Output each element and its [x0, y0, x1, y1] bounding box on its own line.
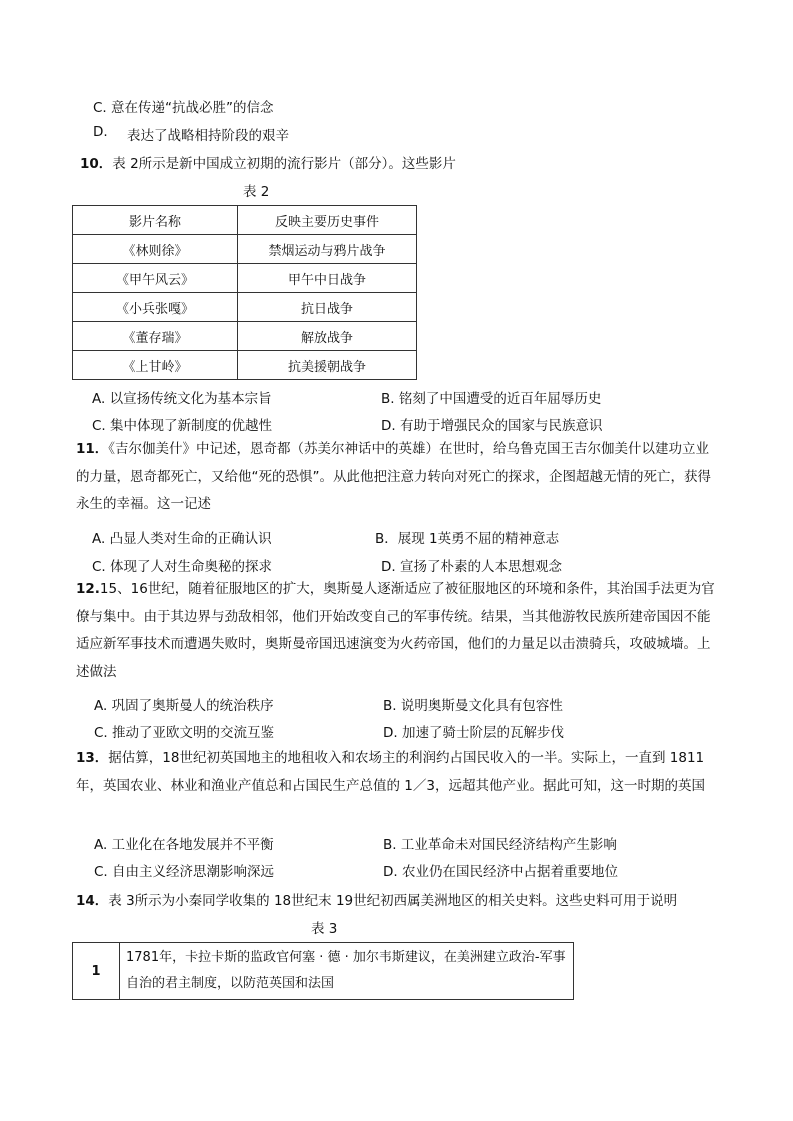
film-table — [72, 205, 417, 380]
table-header-cell: 反映主要历史事件 — [238, 206, 417, 235]
table-cell: 甲午中日战争 — [238, 264, 417, 293]
table-cell: 《小兵张嘎》 — [73, 293, 238, 322]
table-row — [73, 322, 417, 351]
table-row — [73, 351, 417, 380]
option-c: C. 体现了人对生命奥秘的探求 — [92, 559, 273, 575]
option-c-prev: C. 意在传递“抗战必胜”的信念 — [93, 100, 274, 116]
question-11 — [76, 436, 718, 519]
table-cell-index: 1 — [73, 943, 120, 1000]
option-a: A. 以宣扬传统文化为基本宗旨 — [92, 391, 272, 407]
question-stem: 据估算，18世纪初英国地主的地租收入和农场主的利润约占国民收入的一半。实际上，一直到 1811年，英国农业、林业和渔业产值总和占国民生产总值的 1／3，远超其他产业。据此可知，这一时期的英国 — [76, 750, 705, 794]
table-cell: 《上甘岭》 — [73, 351, 238, 380]
question-10 — [80, 152, 456, 172]
table-cell: 《林则徐》 — [73, 235, 238, 264]
option-c: C. 自由主义经济思潮影响深远 — [94, 864, 275, 880]
table-cell: 抗日战争 — [238, 293, 417, 322]
table-header-row — [73, 206, 417, 235]
table-cell: 《甲午风云》 — [73, 264, 238, 293]
question-stem: 表 3所示为小秦同学收集的 18世纪末 19世纪初西属美洲地区的相关史料。这些史料可用于说明 — [108, 893, 678, 909]
option-c: C. 集中体现了新制度的优越性 — [92, 418, 273, 434]
question-number: 13． — [76, 750, 109, 766]
table-cell: 禁烟运动与鸦片战争 — [238, 235, 417, 264]
question-stem: 15、16世纪，随着征服地区的扩大，奥斯曼人逐渐适应了被征服地区的环境和条件，其治国手法更为官僚与集中。由于其边界与劲敌相邻，他们开始改变自己的军事传统。结果，当其他游牧民族所建帝国因不能适应新军事技术而遭遇失败时，奥斯曼帝国迅速演变为火药帝国，他们的力量足以击溃骑兵，攻破城墙。上述做法 — [76, 581, 715, 680]
option-b: B. 说明奥斯曼文化具有包容性 — [383, 698, 563, 714]
option-d: D. 有助于增强民众的国家与民族意识 — [381, 418, 603, 434]
question-stem: 《吉尔伽美什》中记述，恩奇都（苏美尔神话中的英雄）在世时，给乌鲁克国王吉尔伽美什以建功立业的力量，恩奇都死亡，又给他“死的恐惧”。从此他把注意力转向对死亡的探求，企图超越无情的死亡，获得永生的幸福。这一记述 — [76, 441, 711, 512]
option-d: D. 宣扬了朴素的人本思想观念 — [381, 559, 562, 575]
option-b: B. 铭刻了中国遭受的近百年屈辱历史 — [381, 391, 602, 407]
question-13 — [76, 745, 718, 800]
question-number: 11． — [76, 441, 109, 457]
option-b: B. 工业革命未对国民经济结构产生影响 — [383, 837, 617, 853]
question-number: 10． — [80, 156, 113, 172]
table-header-cell: 影片名称 — [73, 206, 238, 235]
question-number: 12. — [76, 581, 100, 597]
option-d: D. 加速了骑士阶层的瓦解步伐 — [383, 725, 564, 741]
table-row — [73, 264, 417, 293]
question-12 — [76, 576, 718, 686]
option-b: B．展现 1英勇不屈的精神意志 — [375, 531, 560, 547]
option-d-prev-letter: D. — [93, 124, 108, 140]
option-a: A. 巩固了奥斯曼人的统治秩序 — [94, 698, 274, 714]
table-cell: 1781年，卡拉卡斯的监政官何塞 · 德 · 加尔韦斯建议，在美洲建立政治-军事自治的君主制度，以防范英国和法国 — [120, 943, 574, 1000]
option-a: A. 凸显人类对生命的正确认识 — [92, 531, 272, 547]
option-a: A. 工业化在各地发展并不平衡 — [94, 837, 274, 853]
table-caption: 表 2 — [243, 184, 270, 200]
option-d: D. 农业仍在国民经济中占据着重要地位 — [383, 864, 618, 880]
option-d-prev-text: 表达了战略相持阶段的艰辛 — [127, 128, 289, 144]
table-cell: 抗美援朝战争 — [238, 351, 417, 380]
question-14 — [76, 889, 677, 909]
question-stem: 表 2所示是新中国成立初期的流行影片（部分）。这些影片 — [112, 156, 456, 172]
source-table — [72, 942, 574, 1000]
table-row — [73, 293, 417, 322]
question-number: 14． — [76, 893, 109, 909]
option-c: C. 推动了亚欧文明的交流互鉴 — [94, 725, 275, 741]
table-cell: 《董存瑞》 — [73, 322, 238, 351]
table-cell: 解放战争 — [238, 322, 417, 351]
table-caption: 表 3 — [311, 921, 338, 937]
table-row — [73, 943, 574, 1000]
table-row — [73, 235, 417, 264]
